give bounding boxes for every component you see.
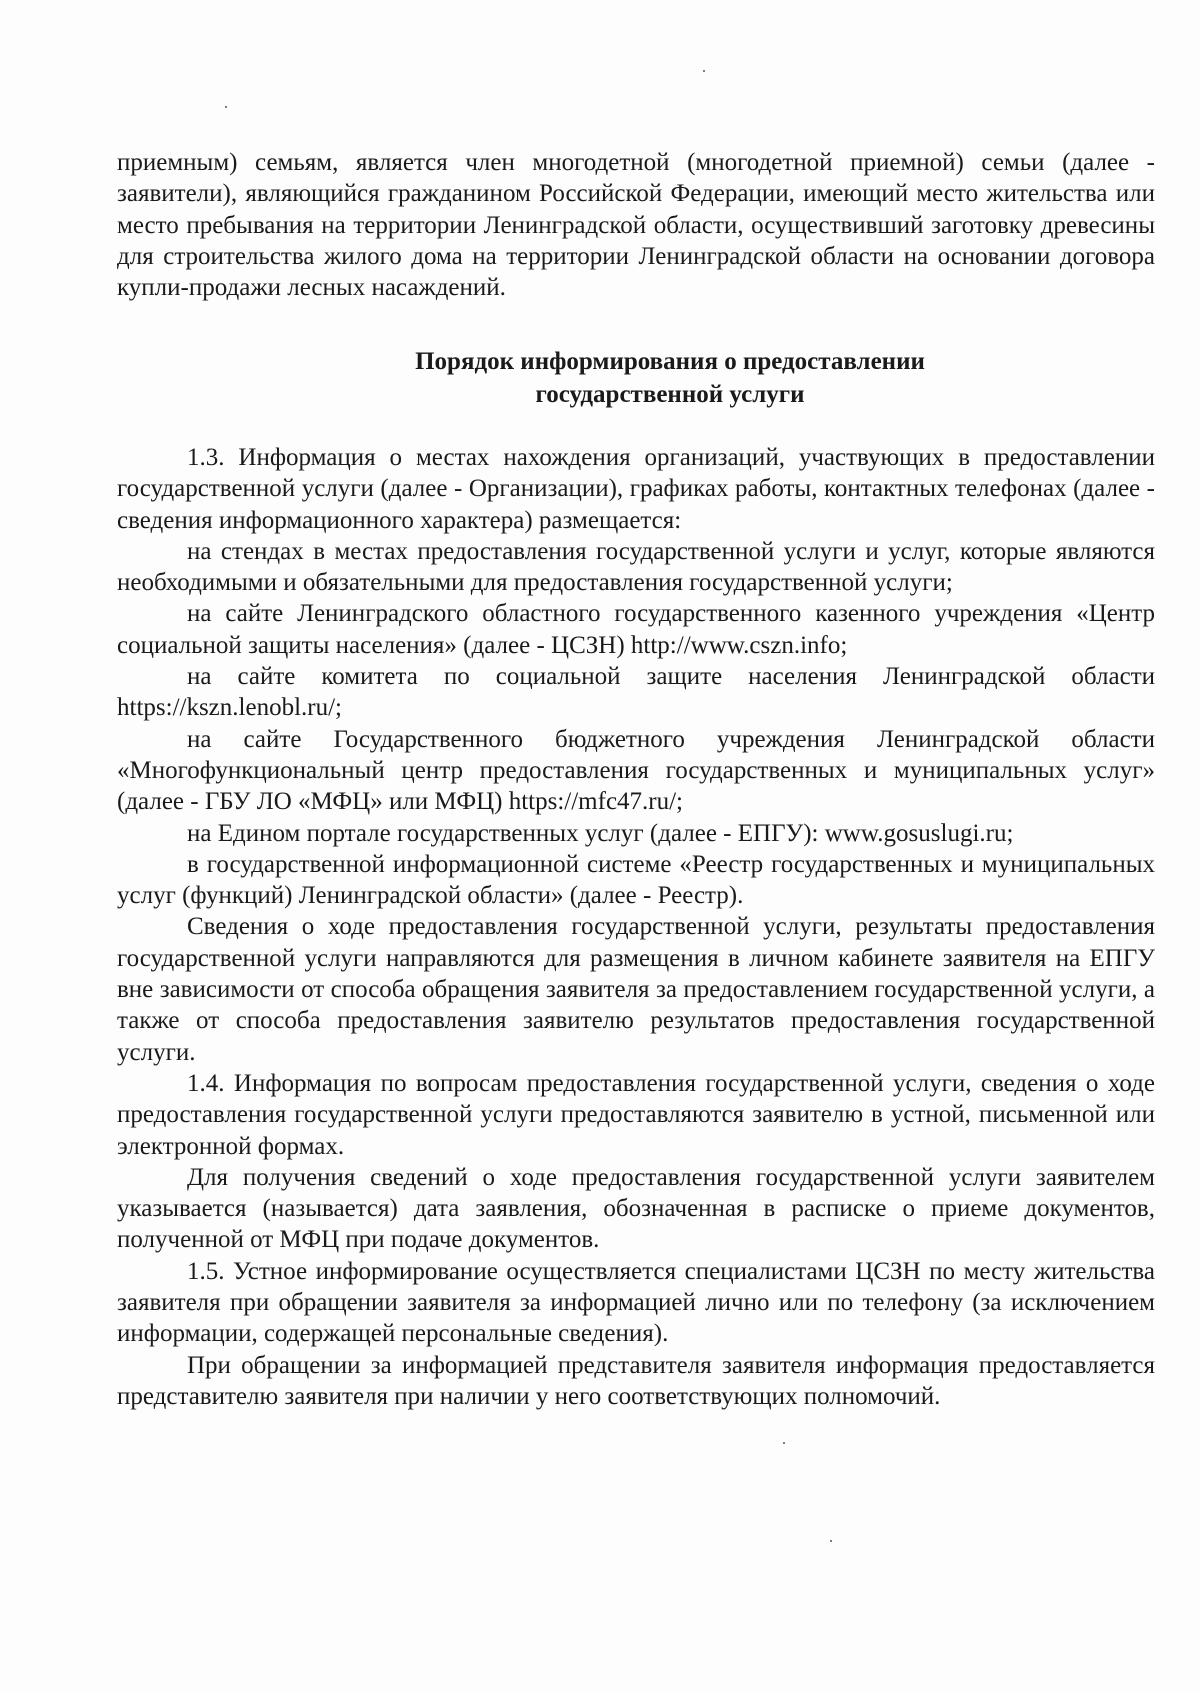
paragraph-registry: в государственной информационной системе «Реестр государственных и муниципальных услуг (функций) Ленинградской области» (далее - Реестр). [117, 850, 1155, 910]
paragraph-epgu: на Едином портале государственных услуг (далее - ЕПГУ): www.gosuslugi.ru; [187, 819, 1014, 847]
section-heading-line-2: государственной услуги [535, 381, 805, 408]
paragraph-1-5: 1.5. Устное информирование осуществляется специалистами ЦСЗН по месту жительства заявителя при обращении заявителя за информацией лично или по телефону (за исключением информации, содержащей персональные сведения). [117, 1257, 1155, 1348]
scan-speck [783, 1442, 785, 1444]
paragraph-committee-site: на сайте комитета по социальной защите населения Ленинградской области https://kszn.lenobl.ru/; [117, 663, 1155, 722]
paragraph-mfc-site: на сайте Государственного бюджетного учреждения Ленинградской области «Многофункциональный центр предоставления государственных и муниципальных услуг» (далее - ГБУ ЛО «МФЦ» или МФЦ) https://mfc47.ru/; [117, 725, 1155, 816]
intro-paragraph: приемным) семьям, является член многодетной (многодетной приемной) семьи (далее - заявители), являющийся гражданином Российской Федерации, имеющий место жительства или место пребывания на территории Ленинградской области, осуществивший заготовку древесины для строительства жилого дома на территории Ленинградской области на основании договора купли-продажи лесных насаждений. [117, 149, 1155, 302]
paragraph-cszn-site: на сайте Ленинградского областного государственного казенного учреждения «Центр социальной защиты населения» (далее - ЦСЗН) http://www.cszn.info; [117, 600, 1155, 659]
section-heading [117, 345, 1200, 411]
paragraph-1-3: 1.3. Информация о местах нахождения организаций, участвующих в предоставлении государственной услуги (далее - Организации), графиках работы, контактных телефонах (далее - сведения информационного характера) размещается: [117, 444, 1155, 534]
scan-speck [703, 70, 705, 72]
document-body [117, 442, 1155, 1412]
scan-speck [225, 106, 227, 108]
paragraph-1-4: 1.4. Информация по вопросам предоставления государственной услуги, сведения о ходе предоставления государственной услуги предоставляются заявителю в устной, письменной или электронной формах. [117, 1069, 1155, 1160]
paragraph-stands: на стендах в местах предоставления государственной услуги и услуг, которые являются необходимыми и обязательными для предоставления государственной услуги; [117, 537, 1155, 597]
paragraph-representative: При обращении за информацией представителя заявителя информация предоставляется представителю заявителя при наличии у него соответствующих полномочий. [117, 1351, 1155, 1410]
paragraph-obtaining-info: Для получения сведений о ходе предоставления государственной услуги заявителем указывается (называется) дата заявления, обозначенная в расписке о приеме документов, полученной от МФЦ при подаче документов. [117, 1163, 1155, 1254]
paragraph-status-info: Сведения о ходе предоставления государственной услуги, результаты предоставления государственной услуги направляются для размещения в личном кабинете заявителя на ЕПГУ вне зависимости от способа обращения заявителя за предоставлением государственной услуги, а также от способа предоставления заявителю результатов предоставления государственной услуги. [117, 913, 1155, 1066]
scan-speck [830, 1540, 832, 1542]
section-heading-line-1: Порядок информирования о предоставлении [415, 348, 925, 375]
